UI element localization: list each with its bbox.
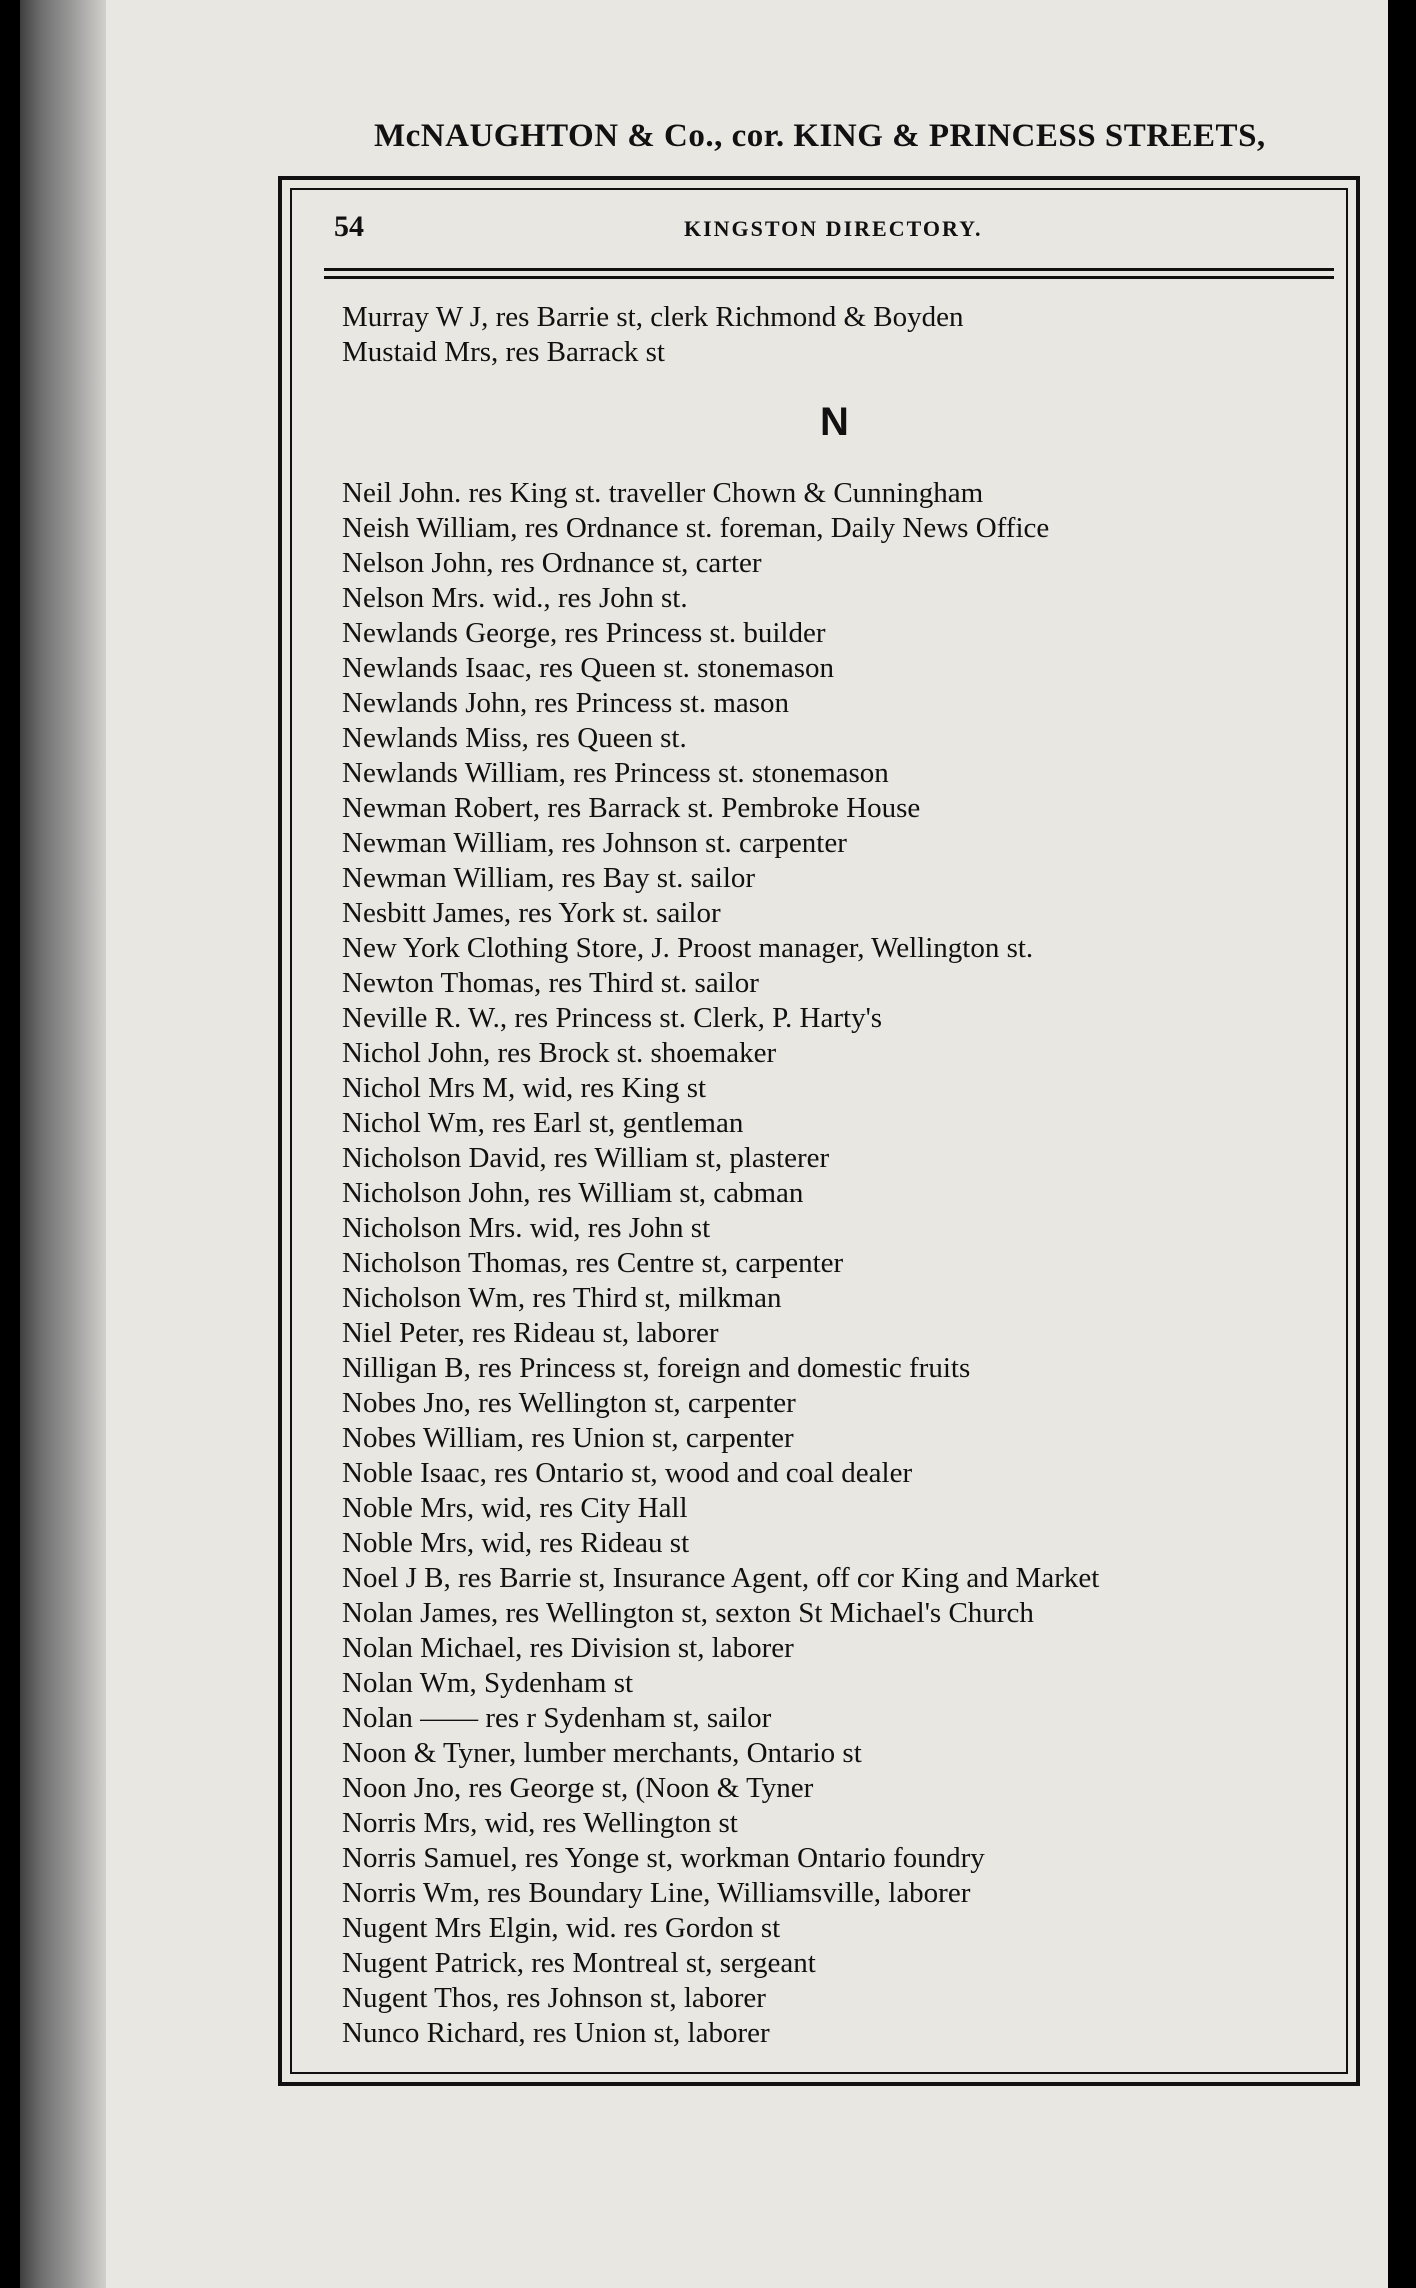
- entry: Noble Mrs, wid, res City Hall: [342, 1492, 688, 1524]
- entry: Nolan James, res Wellington st, sexton St Michael's Church: [342, 1597, 1034, 1629]
- entry: Norris Wm, res Boundary Line, Williamsville, laborer: [342, 1877, 971, 1909]
- entry: Neville R. W., res Princess st. Clerk, P. Harty's: [342, 1002, 883, 1034]
- entry: Nelson John, res Ordnance st, carter: [342, 547, 762, 579]
- entry: Newlands George, res Princess st. builder: [342, 617, 826, 649]
- entry: Norris Mrs, wid, res Wellington st: [342, 1807, 738, 1839]
- entry: Nilligan B, res Princess st, foreign and domestic fruits: [342, 1352, 971, 1384]
- entry: Noble Isaac, res Ontario st, wood and coal dealer: [342, 1457, 913, 1489]
- entry: Nichol Mrs M, wid, res King st: [342, 1072, 707, 1104]
- entry: Nugent Mrs Elgin, wid. res Gordon st: [342, 1912, 781, 1944]
- entry: Neil John. res King st. traveller Chown & Cunningham: [342, 477, 984, 509]
- entry: Nelson Mrs. wid., res John st.: [342, 582, 688, 614]
- entry: Newlands John, res Princess st. mason: [342, 687, 790, 719]
- section-letter: N: [820, 400, 849, 444]
- header-rule-top: [324, 268, 1334, 271]
- entry: Noel J B, res Barrie st, Insurance Agent, off cor King and Market: [342, 1562, 1100, 1594]
- page-header: [310, 206, 1340, 256]
- page-number: 54: [334, 210, 364, 243]
- entry: Nugent Thos, res Johnson st, laborer: [342, 1982, 766, 2014]
- entries-continued: [342, 300, 1342, 370]
- entry: Newman William, res Johnson st. carpenter: [342, 827, 847, 859]
- entry: Nobes Jno, res Wellington st, carpenter: [342, 1387, 796, 1419]
- entry: New York Clothing Store, J. Proost manager, Wellington st.: [342, 932, 1034, 964]
- entry: Nicholson David, res William st, plasterer: [342, 1142, 830, 1174]
- page-title: KINGSTON DIRECTORY.: [684, 216, 983, 241]
- entry: Nolan Michael, res Division st, laborer: [342, 1632, 794, 1664]
- entry: Nichol Wm, res Earl st, gentleman: [342, 1107, 744, 1139]
- entry: Norris Samuel, res Yonge st, workman Ontario foundry: [342, 1842, 985, 1874]
- entry: Nesbitt James, res York st. sailor: [342, 897, 721, 929]
- entry: Newton Thomas, res Third st. sailor: [342, 967, 759, 999]
- entry: Mustaid Mrs, res Barrack st: [342, 336, 665, 368]
- entry: Nicholson Mrs. wid, res John st: [342, 1212, 711, 1244]
- entries-n: [342, 476, 1342, 2051]
- entry: Newman William, res Bay st. sailor: [342, 862, 756, 894]
- book-spine: [20, 0, 106, 2288]
- entry: Nugent Patrick, res Montreal st, sergeant: [342, 1947, 816, 1979]
- entry: Neish William, res Ordnance st. foreman, Daily News Office: [342, 512, 1050, 544]
- entry: Nicholson John, res William st, cabman: [342, 1177, 804, 1209]
- entry: Noble Mrs, wid, res Rideau st: [342, 1527, 690, 1559]
- entry: Nunco Richard, res Union st, laborer: [342, 2017, 770, 2049]
- entry: Nicholson Wm, res Third st, milkman: [342, 1282, 782, 1314]
- entry: Murray W J, res Barrie st, clerk Richmond & Boyden: [342, 301, 964, 333]
- entry: Nobes William, res Union st, carpenter: [342, 1422, 794, 1454]
- header-rule-bottom: [324, 276, 1334, 279]
- entry: Noon Jno, res George st, (Noon & Tyner: [342, 1772, 814, 1804]
- entry: Newman Robert, res Barrack st. Pembroke House: [342, 792, 921, 824]
- entry: Niel Peter, res Rideau st, laborer: [342, 1317, 719, 1349]
- entry: Nolan Wm, Sydenham st: [342, 1667, 634, 1699]
- running-head: McNAUGHTON & Co., cor. KING & PRINCESS STREETS,: [374, 118, 1266, 154]
- directory-page: [20, 0, 1388, 2288]
- entry: Nicholson Thomas, res Centre st, carpenter: [342, 1247, 844, 1279]
- entry: Noon & Tyner, lumber merchants, Ontario st: [342, 1737, 862, 1769]
- entry: Newlands Miss, res Queen st.: [342, 722, 687, 754]
- entry: Nolan —— res r Sydenham st, sailor: [342, 1702, 772, 1734]
- entry: Newlands William, res Princess st. stonemason: [342, 757, 889, 789]
- entry: Nichol John, res Brock st. shoemaker: [342, 1037, 777, 1069]
- entry: Newlands Isaac, res Queen st. stonemason: [342, 652, 835, 684]
